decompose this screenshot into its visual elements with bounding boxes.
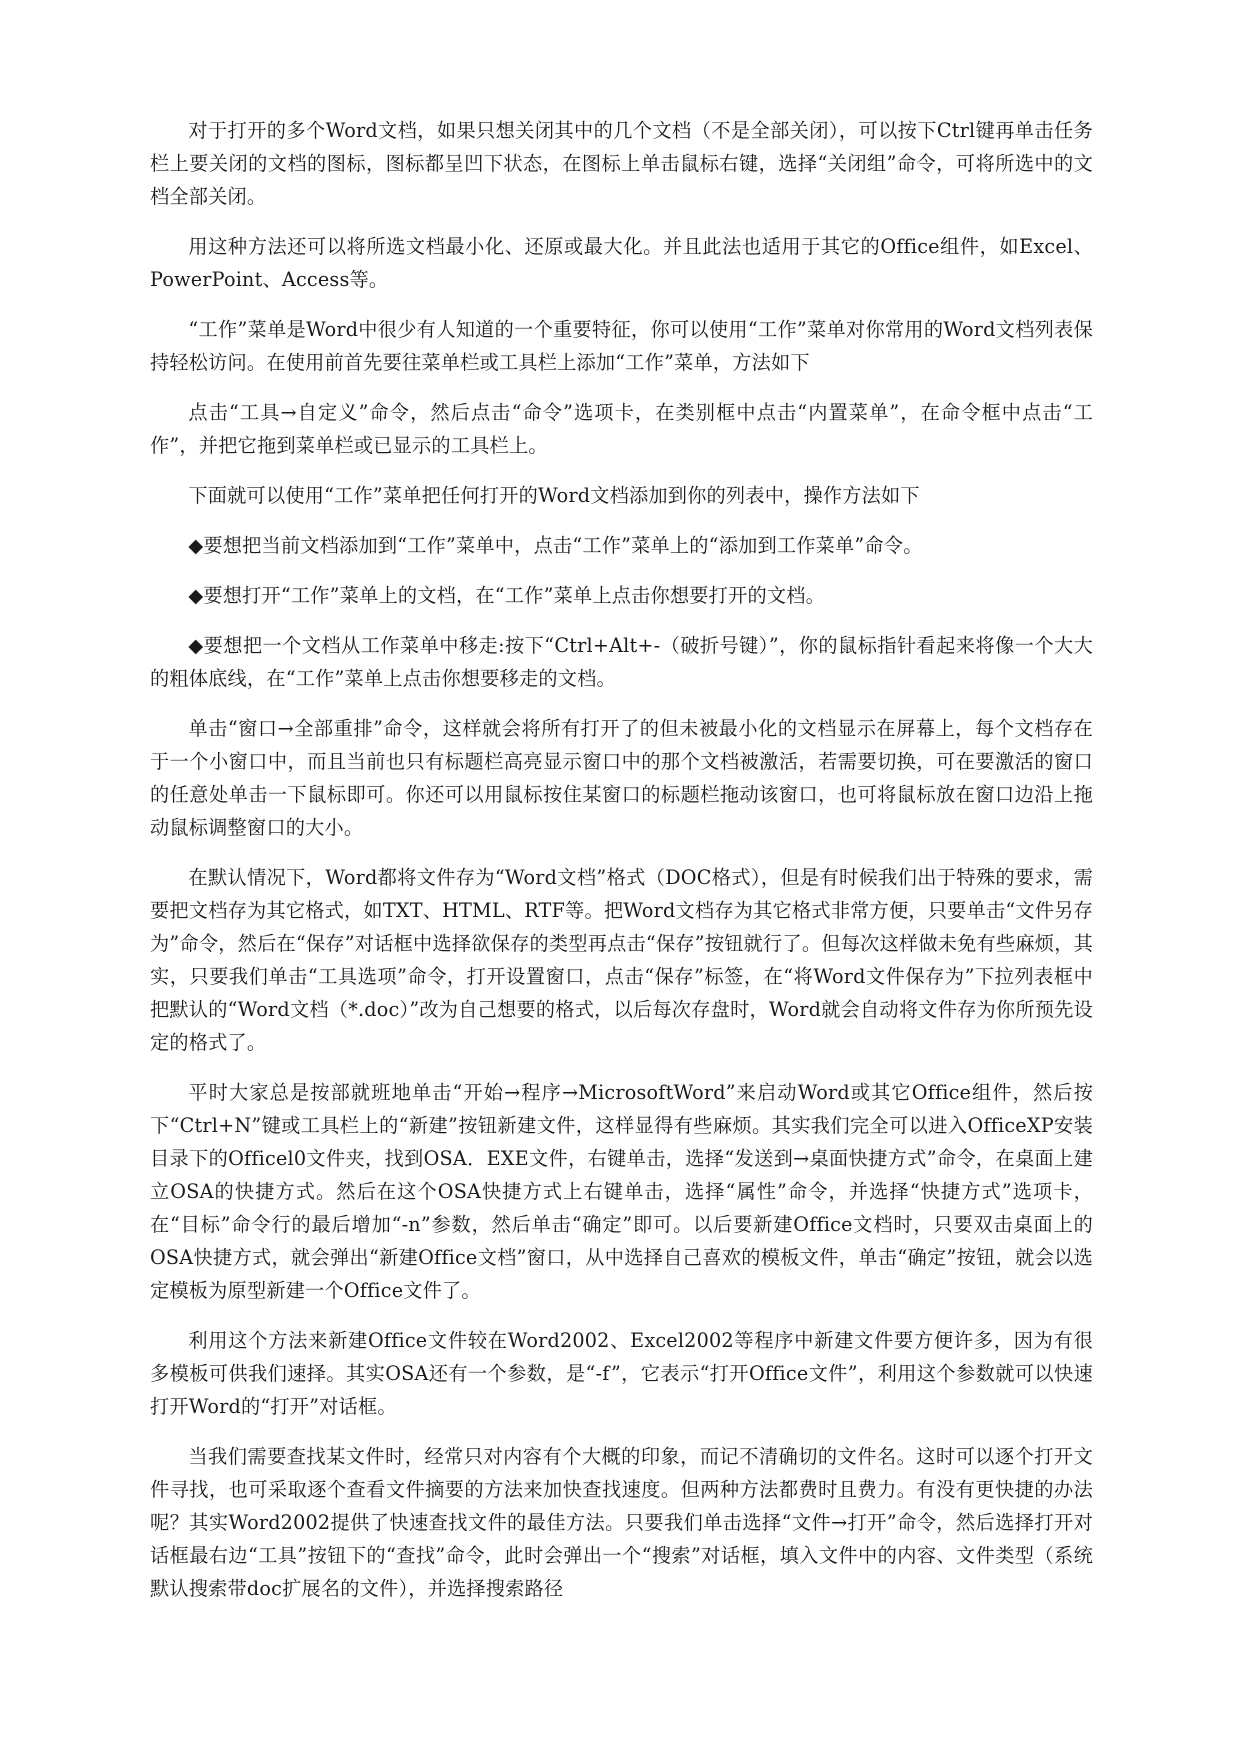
bullet-add-to-work-menu: ◆要想把当前文档添加到“工作”菜单中，点击“工作”菜单上的“添加到工作菜单”命令。 (188, 534, 923, 557)
paragraph-close-group: 对于打开的多个Word文档，如果只想关闭其中的几个文档（不是全部关闭），可以按下Ctrl键再单击任务栏上要关闭的文档的图标，图标都呈凹下状态，在图标上单击鼠标右键，选择“关闭组”命令，可将所选中的文档全部关闭。 (150, 119, 1093, 208)
paragraph-osa-shortcut: 平时大家总是按部就班地单击“开始→程序→MicrosoftWord”来启动Word或其它Office组件，然后按下“Ctrl+N”键或工具栏上的“新建”按钮新建文件，这样显得有些麻烦。其实我们完全可以进入OfficeXP安装目录下的Officel0文件夹，找到OSA．EXE文件，右键单击，选择“发送到→桌面快捷方式”命令，在桌面上建立OSA的快捷方式。然后在这个OSA快捷方式上右键单击，选择“属性”命令，并选择“快捷方式”选项卡，在“目标”命令行的最后增加“-n”参数，然后单击“确定”即可。以后要新建Office文档时，只要双击桌面上的OSA快捷方式，就会弹出“新建Office文档”窗口，从中选择自己喜欢的模板文件，单击“确定”按钮，就会以选定模板为原型新建一个Office文件了。 (150, 1081, 1093, 1302)
paragraph-find-file: 当我们需要查找某文件时，经常只对内容有个大概的印象，而记不清确切的文件名。这时可以逐个打开文件寻找，也可采取逐个查看文件摘要的方法来加快查找速度。但两种方法都费时且费力。有没有更快捷的办法呢？其实Word2002提供了快速查找文件的最佳方法。只要我们单击选择“文件→打开”命令，然后选择打开对话框最右边“工具”按钮下的“查找”命令，此时会弹出一个“搜索”对话框，填入文件中的内容、文件类型（系统默认搜索带doc扩展名的文件），并选择搜索路径 (150, 1445, 1093, 1600)
paragraph-osa-parameter: 利用这个方法来新建Office文件较在Word2002、Excel2002等程序中新建文件要方便许多，因为有很多模板可供我们速择。其实OSA还有一个参数，是“-f”，它表示“打开Office文件”，利用这个参数就可以快速打开Word的“打开”对话框。 (150, 1329, 1093, 1418)
bullet-remove-from-work-menu: ◆要想把一个文档从工作菜单中移走:按下“Ctrl+Alt+-（破折号键）”，你的鼠标指针看起来将像一个大大的粗体底线，在“工作”菜单上点击你想要移走的文档。 (150, 634, 1093, 690)
paragraph-arrange-all: 单击“窗口→全部重排”命令，这样就会将所有打开了的但未被最小化的文档显示在屏幕上，每个文档存在于一个小窗口中，而且当前也只有标题栏高亮显示窗口中的那个文档被激活，若需要切换，可在要激活的窗口的任意处单击一下鼠标即可。你还可以用鼠标按住某窗口的标题栏拖动该窗口，也可将鼠标放在窗口边沿上拖动鼠标调整窗口的大小。 (150, 717, 1093, 839)
document-body (150, 114, 1093, 1605)
paragraph-minimize-restore: 用这种方法还可以将所选文档最小化、还原或最大化。并且此法也适用于其它的Office组件，如Excel、PowerPoint、Access等。 (150, 235, 1093, 291)
paragraph-work-menu-setup: 点击“工具→自定义”命令，然后点击“命令”选项卡，在类别框中点击“内置菜单”，在命令框中点击“工作”，并把它拖到菜单栏或已显示的工具栏上。 (150, 401, 1093, 457)
paragraph-work-menu-intro: “工作”菜单是Word中很少有人知道的一个重要特征，你可以使用“工作”菜单对你常用的Word文档列表保持轻松访问。在使用前首先要往菜单栏或工具栏上添加“工作”菜单，方法如下 (150, 318, 1093, 374)
paragraph-work-menu-usage: 下面就可以使用“工作”菜单把任何打开的Word文档添加到你的列表中，操作方法如下 (188, 484, 920, 507)
paragraph-default-save-format: 在默认情况下，Word都将文件存为“Word文档”格式（DOC格式），但是有时候我们出于特殊的要求，需要把文档存为其它格式，如TXT、HTML、RTF等。把Word文档存为其它格式非常方便，只要单击“文件另存为”命令，然后在“保存”对话框中选择欲保存的类型再点击“保存”按钮就行了。但每次这样做未免有些麻烦，其实，只要我们单击“工具选项”命令，打开设置窗口，点击“保存”标签，在“将Word文件保存为”下拉列表框中把默认的“Word文档（*.doc）”改为自己想要的格式，以后每次存盘时，Word就会自动将文件存为你所预先设定的格式了。 (150, 866, 1093, 1054)
bullet-open-from-work-menu: ◆要想打开“工作”菜单上的文档，在“工作”菜单上点击你想要打开的文档。 (188, 584, 826, 607)
